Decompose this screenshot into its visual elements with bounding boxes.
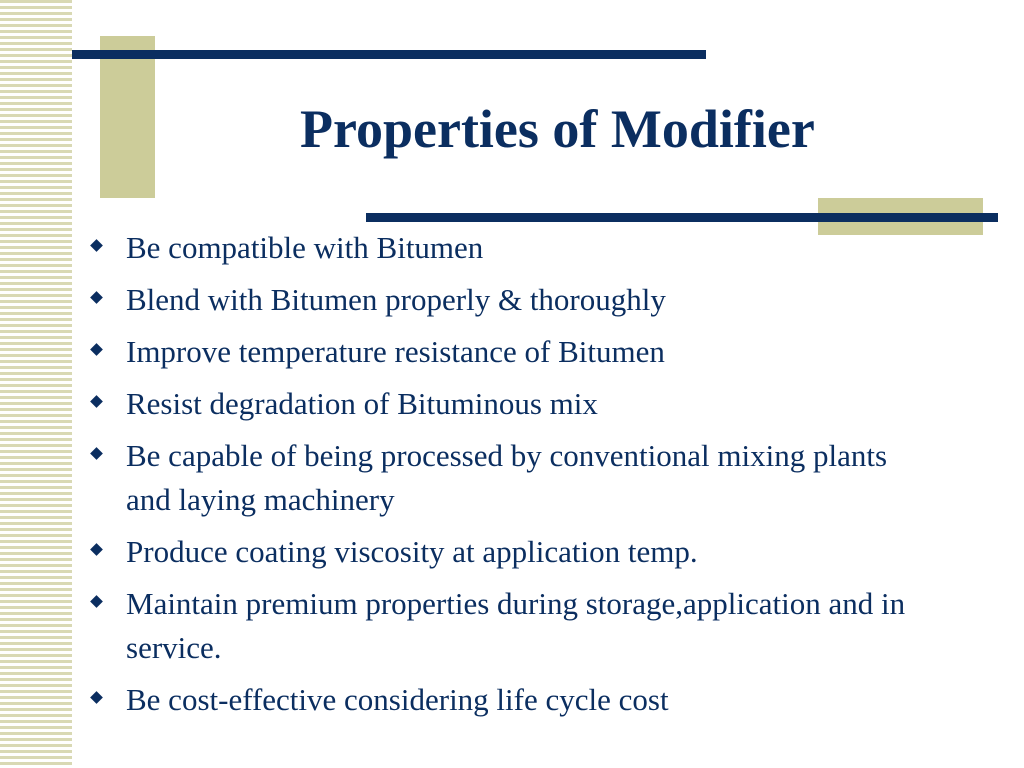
diamond-bullet-icon bbox=[90, 291, 103, 304]
diamond-bullet-icon bbox=[90, 343, 103, 356]
diamond-bullet-icon bbox=[90, 691, 103, 704]
bullet-text: Be compatible with Bitumen bbox=[126, 230, 484, 265]
diamond-bullet-icon bbox=[90, 447, 103, 460]
bullet-item bbox=[88, 330, 908, 374]
diamond-bullet-icon bbox=[90, 543, 103, 556]
title-rule-top bbox=[72, 50, 706, 59]
decorative-stripe-band bbox=[0, 0, 72, 768]
bullet-item bbox=[88, 278, 908, 322]
slide-title: Properties of Modifier bbox=[300, 99, 815, 159]
bullet-text: Produce coating viscosity at application temp. bbox=[126, 534, 698, 570]
bullet-item bbox=[88, 434, 908, 522]
diamond-bullet-icon bbox=[90, 239, 103, 252]
bullet-text: Blend with Bitumen properly & thoroughly bbox=[126, 282, 666, 318]
bullet-item bbox=[88, 530, 908, 574]
bullet-text: Be cost-effective considering life cycle cost bbox=[126, 682, 669, 718]
diamond-bullet-icon bbox=[90, 595, 103, 608]
bullet-list bbox=[88, 226, 908, 730]
title-rule-bottom bbox=[366, 213, 998, 222]
diamond-bullet-icon bbox=[90, 395, 103, 408]
bullet-text: Improve temperature resistance of Bitumen bbox=[126, 334, 665, 370]
bullet-item bbox=[88, 226, 908, 270]
bullet-item bbox=[88, 382, 908, 426]
bullet-text: Be capable of being processed by conventional mixing plants and laying machinery bbox=[126, 438, 888, 518]
decorative-block-left bbox=[100, 36, 155, 198]
bullet-item bbox=[88, 582, 908, 670]
bullet-text: Resist degradation of Bituminous mix bbox=[126, 386, 598, 422]
bullet-text: Maintain premium properties during storage,application and in service. bbox=[126, 586, 906, 666]
bullet-item bbox=[88, 678, 908, 722]
